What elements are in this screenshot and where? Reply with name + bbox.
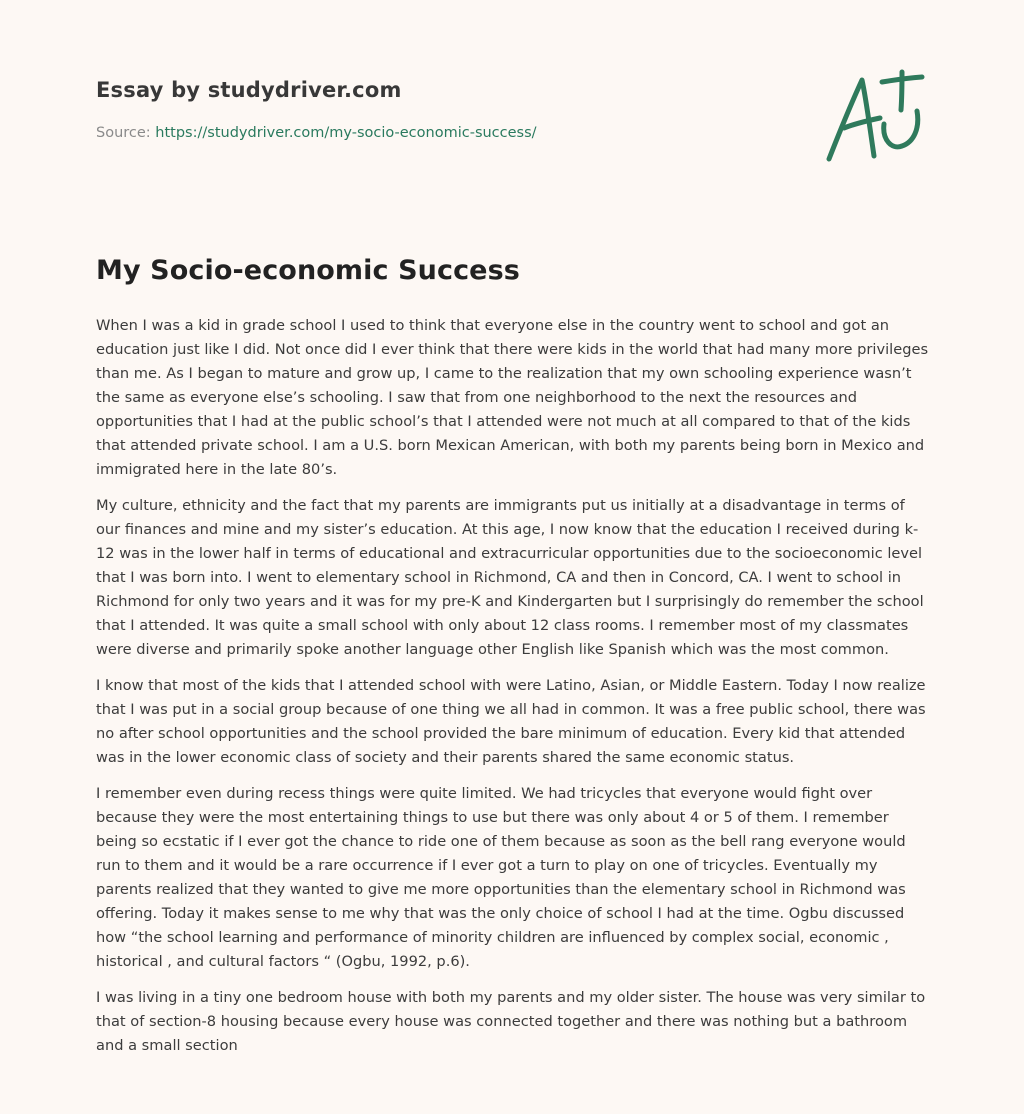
essay-title: My Socio-economic Success — [96, 255, 520, 286]
essay-body — [96, 314, 930, 1070]
essay-paragraph: I was living in a tiny one bedroom house with both my parents and my older sister. The house was very similar to that of section-8 housing because every house was connected together and there was nothing but a bathroom and a small section — [96, 989, 926, 1054]
site-brand: Essay by studydriver.com — [96, 78, 402, 102]
source-line — [96, 125, 537, 141]
essay-paragraph: When I was a kid in grade school I used to think that everyone else in the country went to school and got an education just like I did. Not once did I ever think that there were kids in the world that had many more privileges than me. As I began to mature and grow up, I came to the realization that my own schooling experience wasn’t the same as everyone else’s schooling. I saw that from one neighborhood to the next the resources and opportunities that I had at the public school’s that I attended were not much at all compared to that of the kids that attended private school. I am a U.S. born Mexican American, with both my parents being born in Mexico and immigrated here in the late 80’s. — [96, 317, 929, 478]
source-label: Source: — [96, 125, 156, 141]
essay-paragraph: My culture, ethnicity and the fact that my parents are immigrants put us initially at a disadvantage in terms of our finances and mine and my sister’s education. At this age, I now know that the education I received during k-12 was in the lower half in terms of educational and extracurricular opportunities due to the socioeconomic level that I was born into. I went to elementary school in Richmond, CA and then in Concord, CA. I went to school in Richmond for only two years and it was for my pre-K and Kindergarten but I surprisingly do remember the school that I attended. It was quite a small school with only about 12 class rooms. I remember most of my classmates were diverse and primarily spoke another language other English like Spanish which was the most common. — [96, 497, 924, 658]
essay-paragraph: I remember even during recess things were quite limited. We had tricycles that everyone would fight over because they were the most entertaining things to use but there was only about 4 or 5 of them. I remember being so ecstatic if I ever got the chance to ride one of them because as soon as the bell rang everyone would run to them and it would be a rare occurrence if I ever got a turn to play on one of tricycles. Eventually my parents realized that they wanted to give me more opportunities than the elementary school in Richmond was offering. Today it makes sense to me why that was the only choice of school I had at the time. Ogbu discussed how “the school learning and performance of minority children are influenced by complex social, economic , historical , and cultural factors “ (Ogbu, 1992, p.6). — [96, 785, 906, 970]
source-link[interactable]: https://studydriver.com/my-socio-economic-success/ — [155, 125, 537, 141]
essay-paragraph: I know that most of the kids that I attended school with were Latino, Asian, or Middle Eastern. Today I now realize that I was put in a social group because of one thing we all had in common. It was a free public school, there was no after school opportunities and the school provided the bare minimum of education. Every kid that attended was in the lower economic class of society and their parents shared the same economic status. — [96, 677, 926, 766]
a-plus-grade-icon — [822, 66, 928, 166]
